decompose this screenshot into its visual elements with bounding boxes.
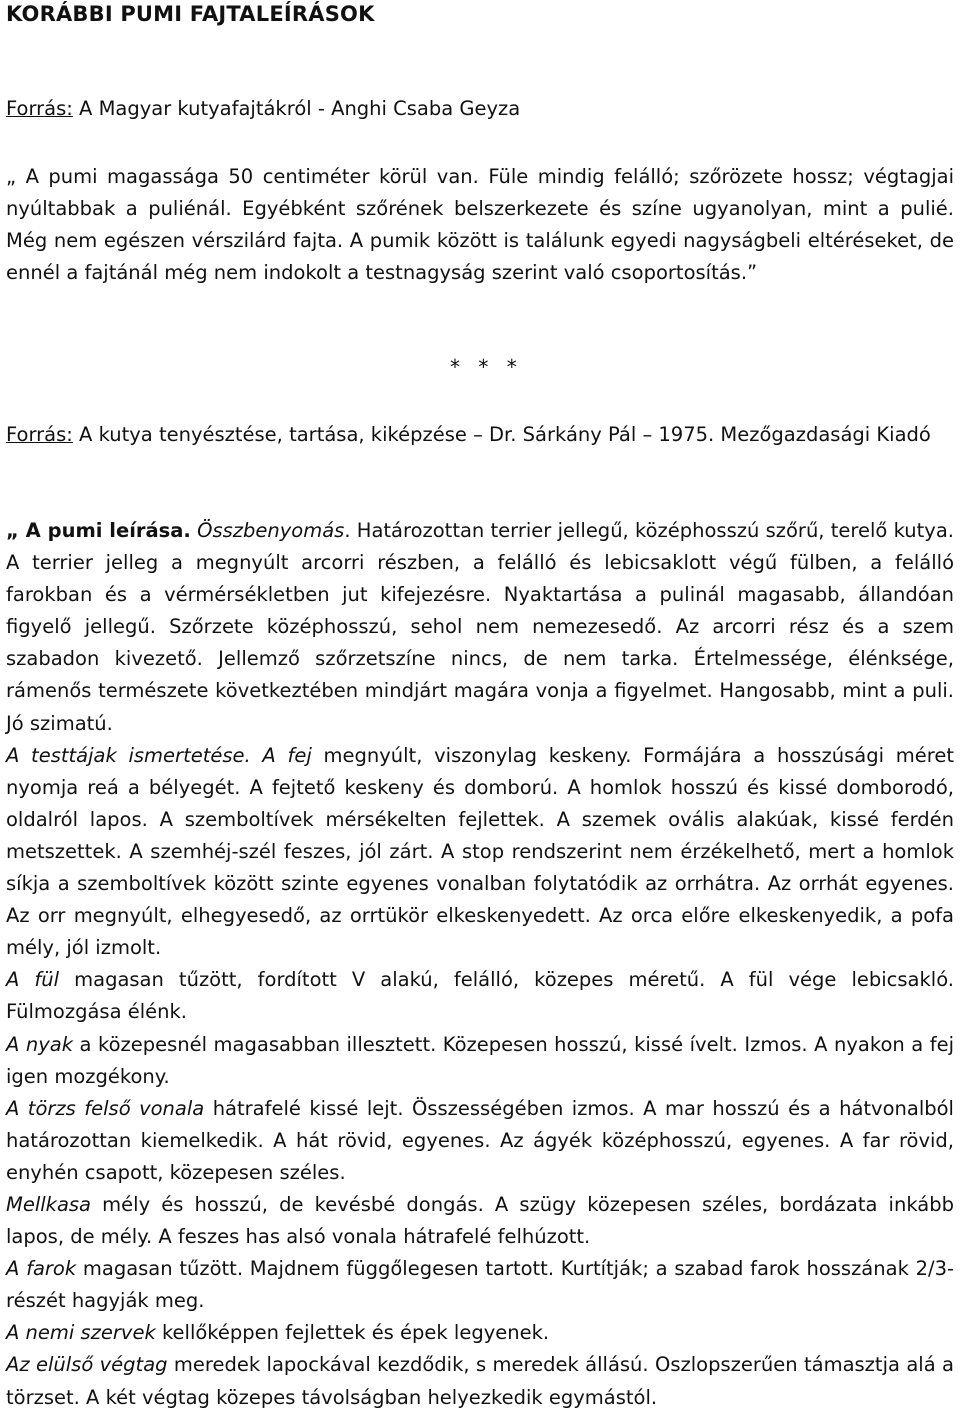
body-part-text: hátrafelé kissé lejt. Összességében izmos. A mar hosszú és a hátvonalból határozottan kiemelkedik. A hát rövid, egyenes. Az ágyék középhosszú, egyenes. A far rövid, enyhén csapott, közepesen széles. — [6, 1096, 954, 1184]
body-part-paragraph — [6, 1317, 954, 1349]
body-part-label: A nemi szervek — [6, 1321, 156, 1345]
source-line-1 — [6, 97, 520, 120]
quote-paragraph: „ A pumi magassága 50 centiméter körül van. Füle mindig felálló; szőrözete hossz; végtagjai nyúltabbak a puliénál. Egyébként szőrének belszerkezete és színe ugyanolyan, mint a pulié. Még nem egészen vérszilárd fajta. A pumik között is találunk egyedi nagyságbeli eltéréseket, de ennél a fajtánál még nem indokolt a testnagyság szerint való csoportosítás.” — [6, 165, 954, 285]
body-part-label: A nyak — [6, 1032, 73, 1056]
body-part-label: A farok — [6, 1257, 77, 1281]
body-part-label: Mellkasa — [6, 1192, 92, 1216]
body-part-text: kellőképpen fejlettek és épek legyenek. — [155, 1321, 550, 1345]
body-part-label: Az elülső végtag — [6, 1353, 168, 1377]
body-part-paragraph — [6, 1029, 954, 1093]
body-part-label: A fül — [6, 968, 60, 992]
body-part-label: A törzs felső vonala — [6, 1096, 205, 1120]
body-part-paragraph — [6, 740, 954, 965]
body-part-text: megnyúlt, viszonylag keskeny. Formájára a hosszúsági méret nyomja reá a bélyegét. A fejtető keskeny és domború. A homlok hosszú és kissé domborodó, oldalról lapos. A szemboltívek mérsékelten fejlettek. A szemek ovális alakúak, kissé ferdén metszettek. A szemhéj-szél feszes, jól zárt. A stop rendszerint nem érzékelhető, mert a homlok síkja a szemboltívek között szinte egyenes vonalban folytatódik az orrhátra. Az orrhát egyenes. Az orr megnyúlt, elhegyesedő, az orrtükör elkeskenyedett. Az orca előre elkeskenyedik, a pofa mély, jól izmolt. — [6, 743, 954, 960]
source-text: A kutya tenyésztése, tartása, kiképzése – Dr. Sárkány Pál – 1975. Mezőgazdasági Kiadó — [72, 423, 931, 446]
body-part-text: a közepesnél magasabban illesztett. Közepesen hosszú, kissé ívelt. Izmos. A nyakon a fej igen mozgékony. — [6, 1032, 954, 1088]
body-part-paragraph — [6, 964, 954, 1028]
body-part-paragraph — [6, 1189, 954, 1253]
description-summary — [6, 515, 954, 740]
body-part-label: A testtájak ismertetése. A fej — [6, 743, 312, 767]
section-separator: * * * — [450, 355, 523, 379]
body-part-text: magasan tűzött. Majdnem függőlegesen tartott. Kurtítják; a szabad farok hosszának 2/3- részét hagyják meg. — [6, 1257, 955, 1313]
body-part-paragraph — [6, 1349, 954, 1413]
source-line-2 — [6, 419, 954, 451]
body-part-text: meredek lapockával kezdődik, s meredek állású. Oszlopszerűen támasztja alá a törzset. A két végtag közepes távolságban helyezkedik egymástól. — [6, 1353, 954, 1409]
body-part-paragraph — [6, 1253, 954, 1317]
source-label: Forrás: — [6, 423, 73, 446]
description-body — [6, 515, 954, 1414]
body-part-paragraph — [6, 1093, 954, 1189]
page-title: KORÁBBI PUMI FAJTALEÍRÁSOK — [6, 2, 375, 26]
description-opening: „ A pumi leírása. — [6, 519, 191, 542]
source-label: Forrás: — [6, 97, 73, 120]
summary-label: Összbenyomás — [197, 519, 345, 542]
body-part-text: mély és hosszú, de kevésbé dongás. A szügy közepesen széles, bordázata inkább lapos, de mély. A feszes has alsó vonala hátrafelé felhúzott. — [6, 1192, 954, 1249]
summary-text: . Határozottan terrier jellegű, középhosszú szőrű, terelő kutya. A terrier jelleg a megnyúlt arcorri részben, a felálló és lebicsaklott végű fülben, a felálló farokban és a vérmérsékletben jut kifejezésre. Nyaktartása a pulinál magasabb, állandóan figyelő jellegű. Szőrzete középhosszú, sehol nem nemezesedő. Az arcorri rész és a szem szabadon kivezető. Jellemző szőrzetszíne nincs, de nem tarka. Értelmessége, élénksége, rámenős természete következtében mindjárt magára vonja a figyelmet. Hangosabb, mint a puli. Jó szimatú. — [6, 519, 954, 735]
body-part-text: magasan tűzött, fordított V alakú, felálló, közepes méretű. A fül vége lebicsakló. Fülmozgása élénk. — [6, 968, 954, 1024]
source-text: A Magyar kutyafajtákról - Anghi Csaba Geyza — [72, 97, 521, 120]
